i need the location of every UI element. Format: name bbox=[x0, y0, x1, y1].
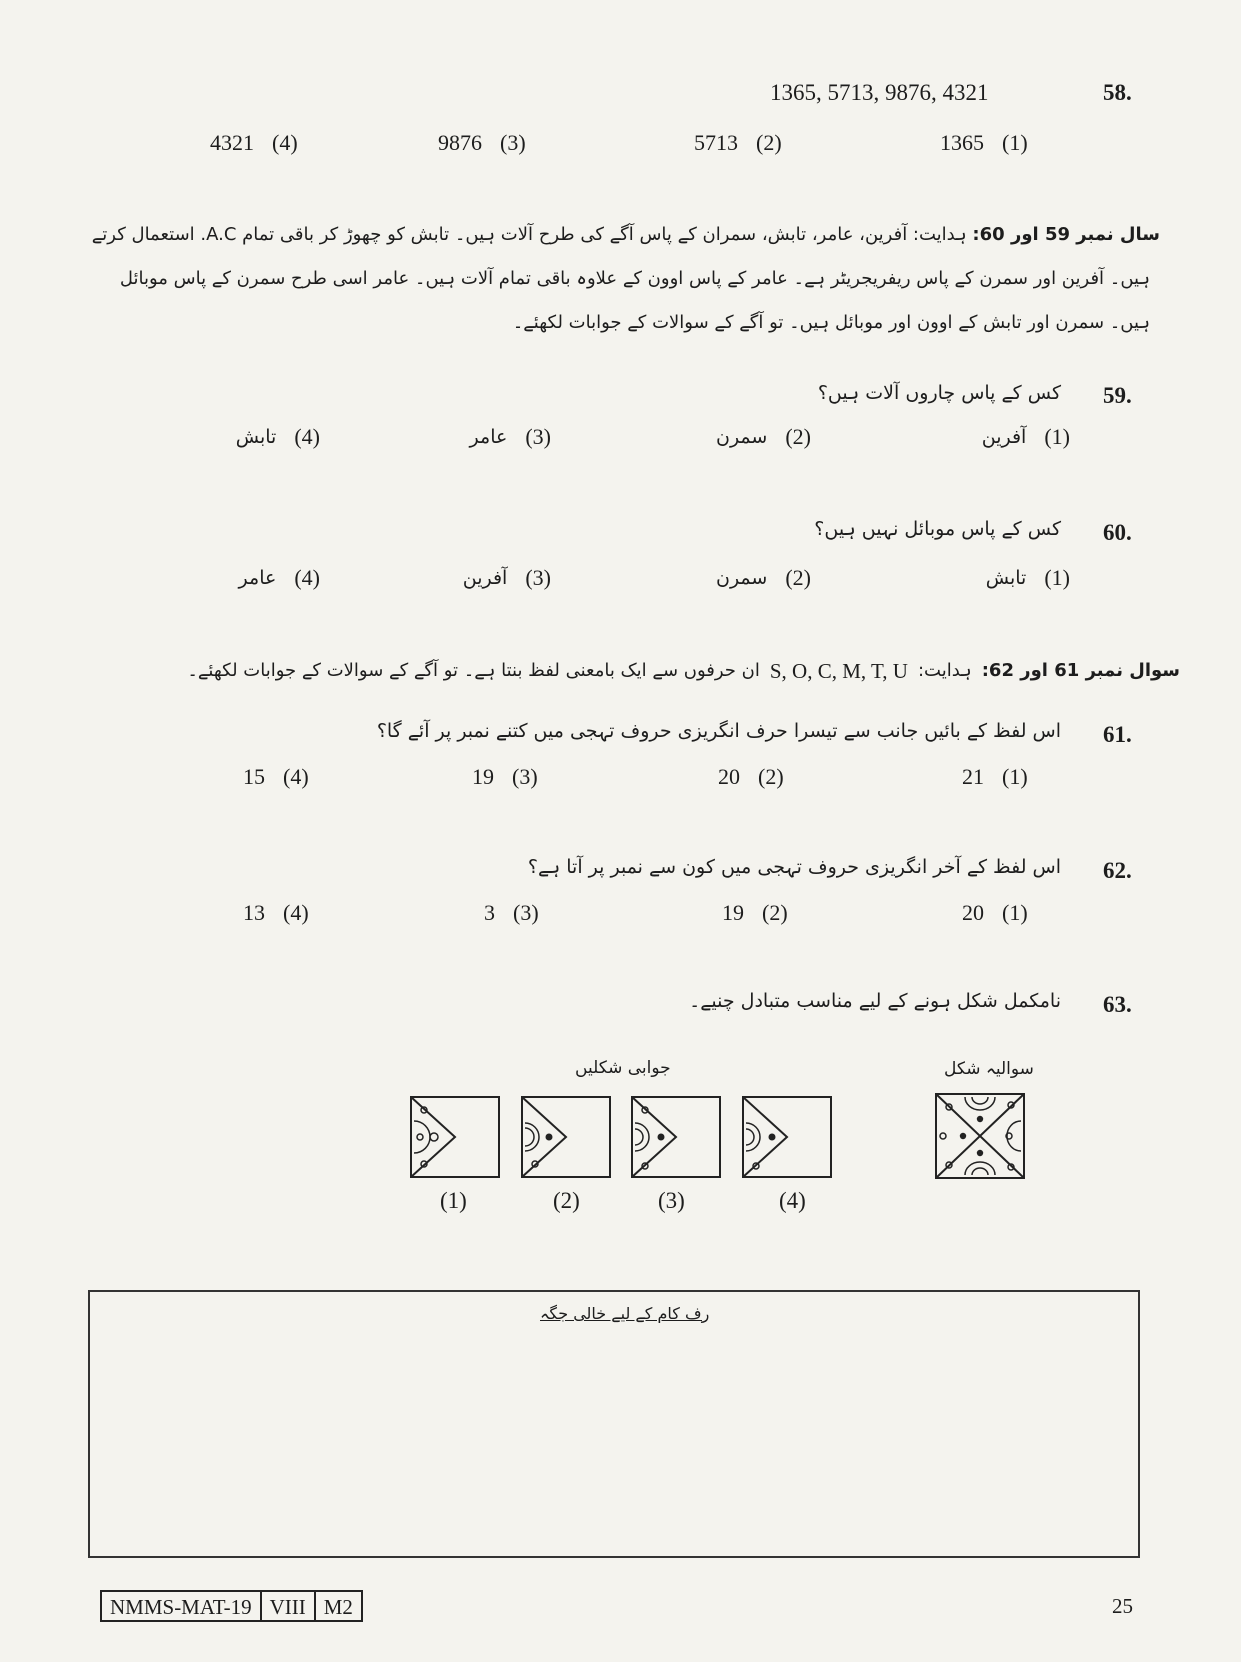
q59-question-text: کس کے پاس چاروں آلات ہیں؟ bbox=[817, 382, 1061, 404]
option-value: سمرن bbox=[716, 567, 768, 589]
instruction-59-60-line-2: ہیں۔ آفرین اور سمرن کے پاس ریفریجریٹر ہے۔ عامر کے پاس اوون کے علاوہ باقی تمام آلات ہیں۔ عامر اسی طرح سمرن کے پاس موبائل bbox=[119, 268, 1150, 289]
answer-figure-4[interactable] bbox=[742, 1096, 832, 1178]
q59-option-2[interactable] bbox=[716, 424, 811, 450]
option-label: (3) bbox=[525, 565, 551, 590]
instruction-letters: S, O, C, M, T, U bbox=[769, 659, 908, 683]
option-label: (1) bbox=[1044, 565, 1070, 590]
option-label: (4) bbox=[272, 130, 298, 155]
q62-question-text: اس لفظ کے آخر انگریزی حروف تہجی میں کون سے نمبر پر آتا ہے؟ bbox=[527, 856, 1061, 878]
page-number: 25 bbox=[1112, 1594, 1133, 1618]
q60-option-2[interactable] bbox=[716, 565, 811, 591]
answer-figures-label: جوابی شکلیں bbox=[575, 1058, 671, 1078]
option-label: (4) bbox=[294, 565, 320, 590]
instruction-text: ان حرفوں سے ایک بامعنی لفظ بنتا ہے۔ تو آگے کے سوالات کے جوابات لکھئے۔ bbox=[187, 660, 760, 681]
q62-option-2[interactable] bbox=[722, 900, 788, 926]
q58-option-2[interactable] bbox=[694, 130, 782, 156]
option-value: 20 bbox=[718, 764, 740, 789]
q61-option-2[interactable] bbox=[718, 764, 784, 790]
q62-option-3[interactable] bbox=[484, 900, 539, 926]
question-number-62: 62. bbox=[1103, 858, 1132, 883]
option-value: 3 bbox=[484, 900, 495, 925]
option-value: 5713 bbox=[694, 130, 738, 155]
q58-series: 1365, 5713, 9876, 4321 bbox=[770, 80, 989, 105]
option-value: 19 bbox=[472, 764, 494, 789]
q58-option-4[interactable] bbox=[210, 130, 298, 156]
option-value: 9876 bbox=[438, 130, 482, 155]
q60-question-text: کس کے پاس موبائل نہیں ہیں؟ bbox=[814, 518, 1061, 540]
question-number-58: 58. bbox=[1103, 80, 1132, 105]
option-value: تابش bbox=[235, 426, 277, 448]
q60-option-1[interactable] bbox=[986, 565, 1070, 591]
rough-work-box[interactable] bbox=[88, 1290, 1140, 1558]
paper-code-box bbox=[100, 1590, 363, 1622]
question-number-61: 61. bbox=[1103, 722, 1132, 747]
q59-option-4[interactable] bbox=[236, 424, 320, 450]
instruction-heading: سال نمبر 59 اور 60: bbox=[972, 224, 1160, 245]
instruction-heading: سوال نمبر 61 اور 62: bbox=[981, 660, 1180, 681]
option-label: (1) bbox=[1044, 424, 1070, 449]
q60-option-3[interactable] bbox=[463, 565, 551, 591]
answer-figure-3-number: (3) bbox=[658, 1188, 685, 1213]
option-label: (2) bbox=[785, 424, 811, 449]
question-number-60: 60. bbox=[1103, 520, 1132, 545]
option-value: عامر bbox=[238, 567, 277, 589]
option-value: 20 bbox=[962, 900, 984, 925]
option-label: (2) bbox=[785, 565, 811, 590]
option-value: تابش bbox=[985, 567, 1027, 589]
option-value: 21 bbox=[962, 764, 984, 789]
q59-option-3[interactable] bbox=[470, 424, 551, 450]
answer-figure-2[interactable] bbox=[521, 1096, 611, 1178]
option-label: (2) bbox=[758, 764, 784, 789]
answer-figure-3[interactable] bbox=[631, 1096, 721, 1178]
q63-question-text: نامکمل شکل ہونے کے لیے مناسب متبادل چنیے۔ bbox=[689, 990, 1061, 1012]
option-label: (1) bbox=[1002, 130, 1028, 155]
answer-figure-1[interactable] bbox=[410, 1096, 500, 1178]
medium-code: M2 bbox=[323, 1595, 353, 1619]
option-label: (3) bbox=[513, 900, 539, 925]
option-label: (2) bbox=[762, 900, 788, 925]
answer-figure-1-number: (1) bbox=[440, 1188, 467, 1213]
question-number-59: 59. bbox=[1103, 383, 1132, 408]
instruction-text: ہدایت: آفرین، عامر، تابش، سمران کے پاس آگے کی طرح آلات ہیں۔ تابش کو چھوڑ کر باقی تمام A.C. استعمال کرتے bbox=[91, 224, 967, 245]
problem-figure bbox=[935, 1093, 1025, 1179]
q58-option-1[interactable] bbox=[940, 130, 1028, 156]
option-value: آفرین bbox=[981, 426, 1027, 448]
answer-figure-2-number: (2) bbox=[553, 1188, 580, 1213]
class-code: VIII bbox=[262, 1592, 316, 1620]
option-label: (3) bbox=[525, 424, 551, 449]
option-label: (4) bbox=[283, 764, 309, 789]
instruction-59-60-line-3: ہیں۔ سمرن اور تابش کے اوون اور موبائل ہیں۔ تو آگے کے سوالات کے جوابات لکھئے۔ bbox=[512, 312, 1150, 333]
option-label: (1) bbox=[1002, 764, 1028, 789]
option-label: (4) bbox=[294, 424, 320, 449]
q62-option-4[interactable] bbox=[243, 900, 309, 926]
option-label: (3) bbox=[500, 130, 526, 155]
question-number-63: 63. bbox=[1103, 992, 1132, 1017]
option-value: 15 bbox=[243, 764, 265, 789]
option-label: (2) bbox=[756, 130, 782, 155]
option-value: 13 bbox=[243, 900, 265, 925]
q61-question-text: اس لفظ کے بائیں جانب سے تیسرا حرف انگریزی حروف تہجی میں کتنے نمبر پر آئے گا؟ bbox=[376, 720, 1061, 742]
option-value: سمرن bbox=[716, 426, 768, 448]
q58-option-3[interactable] bbox=[438, 130, 526, 156]
option-label: (1) bbox=[1002, 900, 1028, 925]
q61-option-4[interactable] bbox=[243, 764, 309, 790]
q61-option-3[interactable] bbox=[472, 764, 538, 790]
option-value: آفرین bbox=[462, 567, 508, 589]
option-value: 1365 bbox=[940, 130, 984, 155]
q62-option-1[interactable] bbox=[962, 900, 1028, 926]
problem-figure-label: سوالیہ شکل bbox=[944, 1059, 1034, 1079]
answer-figure-4-number: (4) bbox=[779, 1188, 806, 1213]
q60-option-4[interactable] bbox=[239, 565, 320, 591]
option-label: (4) bbox=[283, 900, 309, 925]
option-value: عامر bbox=[469, 426, 508, 448]
q61-option-1[interactable] bbox=[962, 764, 1028, 790]
instruction-61-62 bbox=[130, 654, 1180, 688]
q59-option-1[interactable] bbox=[982, 424, 1070, 450]
option-value: 4321 bbox=[210, 130, 254, 155]
paper-code: NMMS-MAT-19 bbox=[102, 1592, 262, 1620]
rough-work-title: رف کام کے لیے خالی جگہ bbox=[540, 1304, 710, 1323]
option-label: (3) bbox=[512, 764, 538, 789]
instruction-59-60-line-1 bbox=[80, 218, 1160, 252]
option-value: 19 bbox=[722, 900, 744, 925]
instruction-prefix: ہدایت: bbox=[917, 660, 972, 681]
